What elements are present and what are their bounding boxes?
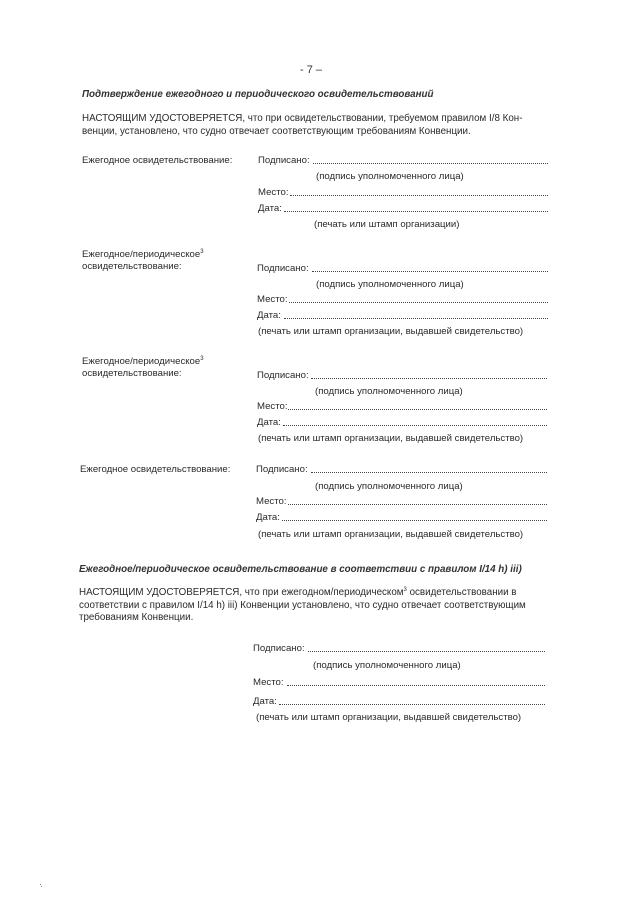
signature-caption: (подпись уполномоченного лица) xyxy=(315,481,463,492)
seal-caption: (печать или штамп организации, выдавшей свидетельство) xyxy=(258,433,524,444)
seal-caption: (печать или штамп организации) xyxy=(314,219,460,230)
signed-label: Подписано: xyxy=(253,643,305,654)
signed-label: Подписано: xyxy=(258,155,310,166)
place-line[interactable] xyxy=(289,302,548,303)
survey-label: Ежегодное освидетельствование: xyxy=(82,155,233,166)
place-label: Место: xyxy=(253,677,284,688)
survey-label-line2: освидетельствование: xyxy=(82,261,182,272)
survey-label-line1: Ежегодное/периодическое$^3$ xyxy=(82,356,204,367)
date-line[interactable] xyxy=(279,704,545,705)
signature-line[interactable] xyxy=(308,651,545,652)
section2-paragraph-line3: требованиям Конвенции. xyxy=(79,612,194,624)
place-label: Место: xyxy=(257,401,288,412)
signature-line[interactable] xyxy=(311,472,547,473)
section2-paragraph-line2: соответствии с правилом I/14 h) iii) Конвенции установлено, что судно отвечает соответствующим xyxy=(79,599,526,611)
survey-label-line2: освидетельствование: xyxy=(82,368,182,379)
signature-caption: (подпись уполномоченного лица) xyxy=(313,660,461,671)
date-label: Дата: xyxy=(258,203,282,214)
date-line[interactable] xyxy=(282,520,547,521)
place-line[interactable] xyxy=(287,685,545,686)
signature-line[interactable] xyxy=(312,271,548,272)
signed-label: Подписано: xyxy=(257,370,309,381)
section2-paragraph xyxy=(79,587,526,625)
section1-paragraph xyxy=(82,113,522,138)
date-label: Дата: xyxy=(257,310,281,321)
footnote-ref: 3 xyxy=(403,587,407,593)
signature-line[interactable] xyxy=(311,378,547,379)
seal-caption: (печать или штамп организации, выдавшей свидетельство) xyxy=(256,712,522,723)
signed-label: Подписано: xyxy=(257,263,309,274)
date-line[interactable] xyxy=(284,318,548,319)
footnote-ref: 3 xyxy=(200,249,204,255)
footnote-ref: 3 xyxy=(200,356,204,362)
place-label: Место: xyxy=(257,294,288,305)
seal-caption: (печать или штамп организации, выдавшей свидетельство) xyxy=(258,326,524,337)
date-label: Дата: xyxy=(256,512,280,523)
signed-label: Подписано: xyxy=(256,464,308,475)
signature-caption: (подпись уполномоченного лица) xyxy=(316,171,464,182)
date-line[interactable] xyxy=(283,425,547,426)
seal-caption: (печать или штамп организации, выдавшей свидетельство) xyxy=(258,529,524,540)
section1-paragraph-line2: венции, установлено, что судно отвечает соответствующим требованиям Конвенции. xyxy=(82,125,471,137)
section1-heading: Подтверждение ежегодного и периодического освидетельствований xyxy=(82,89,434,100)
signature-caption: (подпись уполномоченного лица) xyxy=(315,386,463,397)
place-line[interactable] xyxy=(290,195,548,196)
page-number: - 7 – xyxy=(300,64,323,76)
signature-caption: (подпись уполномоченного лица) xyxy=(316,279,464,290)
date-line[interactable] xyxy=(284,211,548,212)
section1-paragraph-line1: НАСТОЯЩИМ УДОСТОВЕРЯЕТСЯ, что при освидетельствовании, требуемом правилом I/8 Кон- xyxy=(82,113,523,124)
scan-speck xyxy=(40,884,41,885)
date-label: Дата: xyxy=(257,417,281,428)
place-label: Место: xyxy=(256,496,287,507)
scan-speck xyxy=(41,886,42,887)
place-line[interactable] xyxy=(288,409,547,410)
place-label: Место: xyxy=(258,187,289,198)
signature-line[interactable] xyxy=(313,163,548,164)
survey-label-line1: Ежегодное/периодическое$^3$ xyxy=(82,249,204,260)
section2-paragraph-line1: НАСТОЯЩИМ УДОСТОВЕРЯЕТСЯ, что при ежегодном/периодическом$^3$ освидетельствовании в xyxy=(79,587,517,598)
date-label: Дата: xyxy=(253,696,277,707)
section2-heading: Ежегодное/периодическое освидетельствование в соответствии с правилом I/14 h) iii) xyxy=(79,564,522,575)
survey-label: Ежегодное освидетельствование: xyxy=(80,464,231,475)
place-line[interactable] xyxy=(288,504,547,505)
